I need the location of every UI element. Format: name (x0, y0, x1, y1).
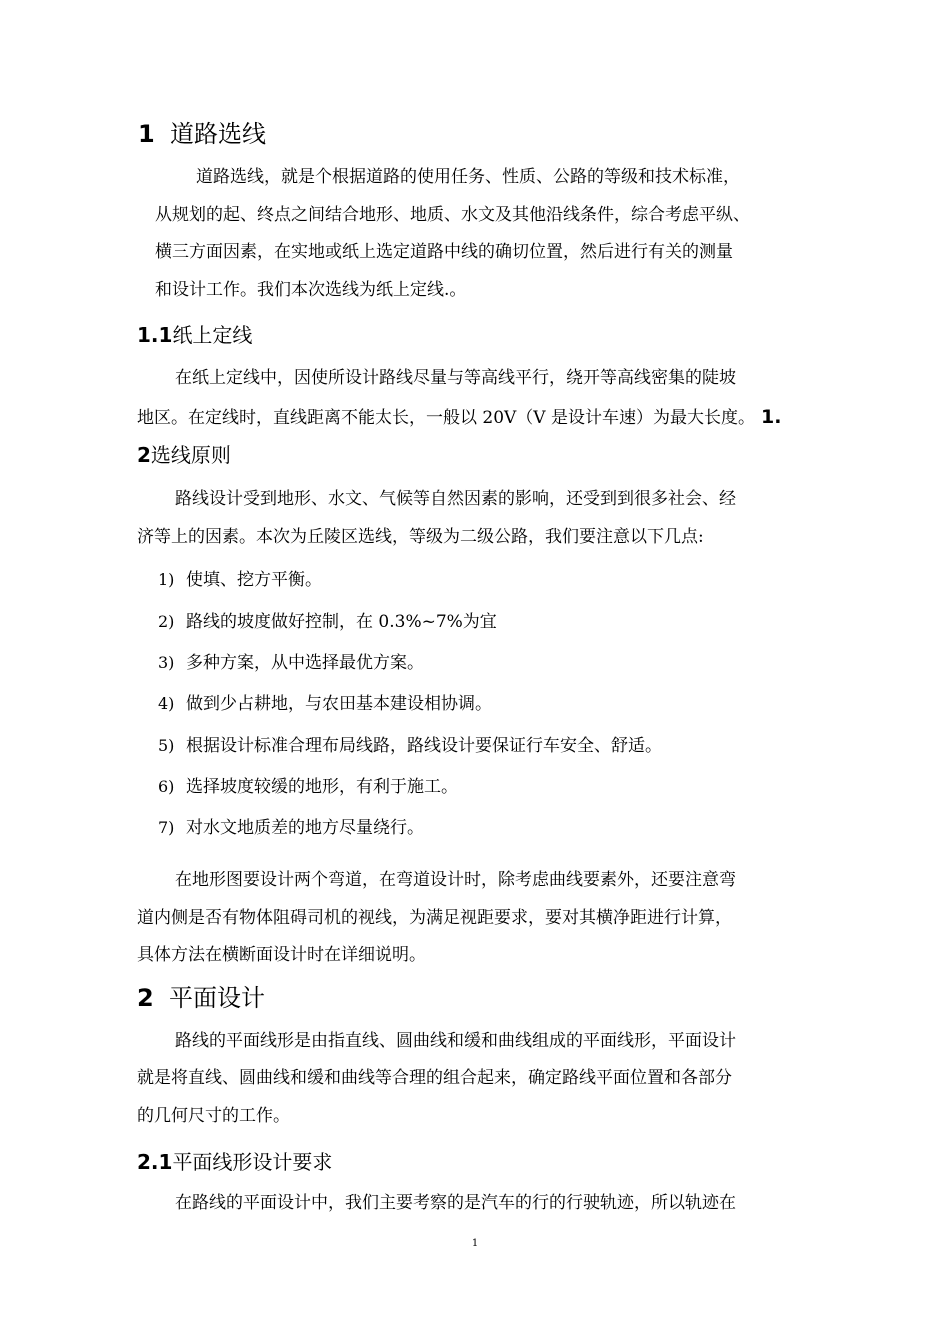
paragraph-line: 和设计工作。我们本次选线为纸上定线.。 (155, 280, 467, 300)
paragraph-line: 就是将直线、圆曲线和缓和曲线等合理的组合起来，确定路线平面位置和各部分 (137, 1068, 732, 1088)
list-item (158, 816, 424, 840)
list-item-text: 选择坡度较缓的地形，有利于施工。 (186, 777, 458, 797)
page-number: 1 (471, 1238, 479, 1249)
list-item (158, 734, 662, 758)
section-heading-1-1 (137, 322, 252, 348)
section-number: 2.1 (137, 1150, 173, 1174)
section-title: 道路选线 (169, 120, 266, 148)
list-item-number: 7) (158, 818, 175, 837)
paragraph-line: 道内侧是否有物体阻碍司机的视线，为满足视距要求，要对其横净距进行计算， (137, 908, 732, 928)
section-number: 1. (761, 406, 782, 428)
paragraph-line: 道路选线，就是个根据道路的使用任务、性质、公路的等级和技术标准， (196, 167, 740, 187)
list-item (158, 775, 458, 799)
list-item-text: 对水文地质差的地方尽量绕行。 (186, 818, 424, 838)
list-item-number: 2) (158, 612, 175, 631)
section-number: 1.1 (137, 323, 173, 347)
paragraph-line: 路线的平面线形是由指直线、圆曲线和缓和曲线组成的平面线形，平面设计 (175, 1031, 736, 1051)
section-heading-2 (137, 983, 265, 1013)
list-item-text: 使填、挖方平衡。 (186, 570, 322, 590)
paragraph-line: 具体方法在横断面设计时在详细说明。 (137, 945, 426, 965)
section-number: 2 (137, 984, 154, 1012)
paragraph-text: 地区。在定线时，直线距离不能太长，一般以 20V（V 是设计车速）为最大长度。 (137, 408, 755, 428)
list-item-text: 路线的坡度做好控制，在 0.3%~7%为宜 (186, 612, 497, 632)
section-number: 2 (137, 443, 151, 467)
section-heading-2-1 (137, 1149, 332, 1175)
section-title: 纸上定线 (172, 323, 253, 347)
paragraph-line: 横三方面因素，在实地或纸上选定道路中线的确切位置，然后进行有关的测量 (155, 242, 733, 262)
section-heading-1 (138, 119, 266, 149)
section-title: 平面设计 (168, 984, 265, 1012)
section-heading-1-2 (137, 442, 231, 468)
list-item-number: 4) (158, 694, 175, 713)
list-item-text: 做到少占耕地，与农田基本建设相协调。 (186, 694, 492, 714)
paragraph-line: 路线设计受到地形、水文、气候等自然因素的影响，还受到到很多社会、经 (175, 489, 736, 509)
paragraph-line: 在地形图要设计两个弯道，在弯道设计时，除考虑曲线要素外，还要注意弯 (175, 870, 736, 890)
list-item-number: 1) (158, 570, 175, 589)
list-item-number: 6) (158, 777, 175, 796)
paragraph-line: 在路线的平面设计中，我们主要考察的是汽车的行的行驶轨迹，所以轨迹在 (175, 1193, 736, 1213)
list-item-text: 根据设计标准合理布局线路，路线设计要保证行车安全、舒适。 (186, 736, 662, 756)
section-title: 平面线形设计要求 (172, 1150, 333, 1174)
section-number: 1 (138, 120, 155, 148)
paragraph-line: 在纸上定线中，因使所设计路线尽量与等高线平行，绕开等高线密集的陡坡 (175, 368, 736, 388)
paragraph-line: 济等上的因素。本次为丘陵区选线，等级为二级公路，我们要注意以下几点: (137, 527, 704, 547)
list-item-text: 多种方案，从中选择最优方案。 (186, 653, 424, 673)
list-item-number: 5) (158, 736, 175, 755)
paragraph-line: 从规划的起、终点之间结合地形、地质、水文及其他沿线条件，综合考虑平纵、 (155, 205, 750, 225)
list-item (158, 651, 424, 675)
section-title: 选线原则 (150, 443, 231, 467)
list-item-number: 3) (158, 653, 175, 672)
list-item (158, 610, 497, 634)
list-item (158, 692, 492, 716)
list-item (158, 568, 322, 592)
paragraph-line (137, 405, 781, 430)
paragraph-line: 的几何尺寸的工作。 (137, 1106, 290, 1126)
